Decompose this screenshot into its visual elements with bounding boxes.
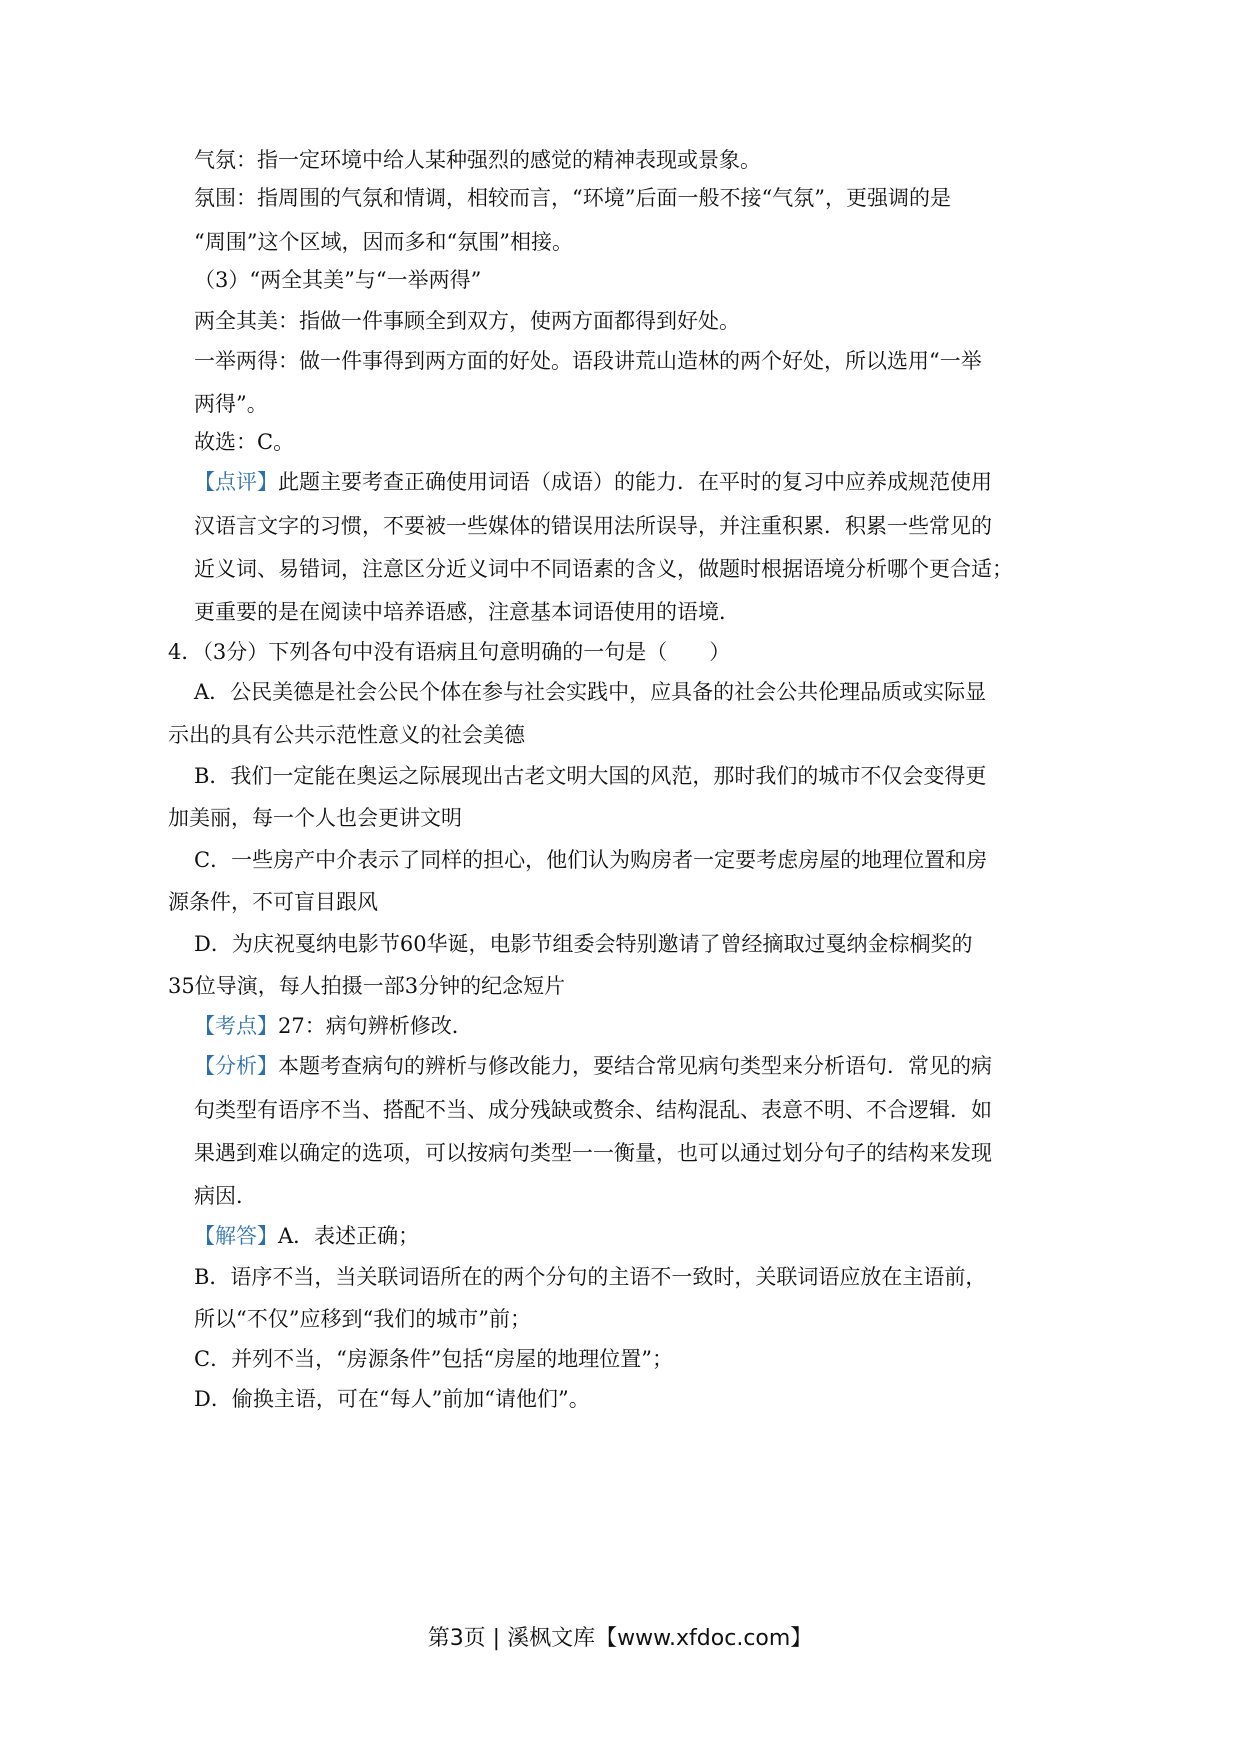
answer-tag: 【解答】 [194,1224,278,1248]
text-line: 两得”。 [194,392,268,416]
analysis-text: 本题考查病句的辨析与修改能力，要结合常见病句类型来分析语句．常见的病 [278,1054,992,1078]
option-a: A．公民美德是社会公民个体在参与社会实践中，应具备的社会公共伦理品质或实际显 [194,680,987,704]
text-line: 句类型有语序不当、搭配不当、成分残缺或赘余、结构混乱、表意不明、不合逻辑．如 [194,1098,992,1122]
text-line: 果遇到难以确定的选项，可以按病句类型一一衡量，也可以通过划分句子的结构来发现 [194,1141,992,1165]
review-text: 此题主要考查正确使用词语（成语）的能力．在平时的复习中应养成规范使用 [278,470,992,494]
text-line: （3）“两全其美”与“一举两得” [194,268,482,292]
text-line: 汉语言文字的习惯，不要被一些媒体的错误用法所误导，并注重积累．积累一些常见的 [194,514,992,538]
page-footer: 第3页 | 溪枫文库【www.xfdoc.com】 [427,1626,813,1651]
kaodian-text: 27：病句辨析修改． [278,1014,473,1038]
text-line: 近义词、易错词，注意区分近义词中不同语素的含义，做题时根据语境分析哪个更合适； [194,557,1013,581]
text-line: 病因． [194,1184,257,1208]
question-4: 4．（3分）下列各句中没有语病且句意明确的一句是（ ） [168,640,731,664]
text-line: 两全其美：指做一件事顾全到双方，使两方面都得到好处。 [194,309,740,333]
option-b: B．我们一定能在奥运之际展现出古老文明大国的风范，那时我们的城市不仅会变得更 [194,764,987,788]
answer-text: A．表述正确； [278,1224,420,1248]
text-line: C．并列不当，“房源条件”包括“房屋的地理位置”； [194,1347,674,1371]
kaodian-tag: 【考点】 [194,1014,278,1038]
review-tag: 【点评】 [194,470,278,494]
option-c-cont: 源条件，不可盲目跟风 [168,890,378,914]
option-c: C．一些房产中介表示了同样的担心，他们认为购房者一定要考虑房屋的地理位置和房 [194,848,988,872]
text-line: 氛围：指周围的气氛和情调，相较而言，“环境”后面一般不接“气氛”，更强调的是 [194,186,951,210]
text-line: 故选：C。 [194,430,295,454]
review-line [194,468,992,496]
text-line: 所以“不仅”应移到“我们的城市”前； [194,1307,531,1331]
option-b-cont: 加美丽，每一个人也会更讲文明 [168,806,462,830]
kaodian-line [194,1012,473,1040]
analysis-tag: 【分析】 [194,1054,278,1078]
text-line: 一举两得：做一件事得到两方面的好处。语段讲荒山造林的两个好处，所以选用“一举 [194,349,982,373]
text-line: “周围”这个区域，因而多和“氛围”相接。 [194,230,573,254]
text-line: 气氛：指一定环境中给人某种强烈的感觉的精神表现或景象。 [194,148,761,172]
analysis-line [194,1052,992,1080]
answer-line [194,1222,419,1250]
option-a-cont: 示出的具有公共示范性意义的社会美德 [168,723,525,747]
text-line: D．偷换主语，可在“每人”前加“请他们”。 [194,1387,590,1411]
text-line: 更重要的是在阅读中培养语感，注意基本词语使用的语境． [194,600,740,624]
option-d-cont: 35位导演，每人拍摄一部3分钟的纪念短片 [168,974,566,998]
text-line: B．语序不当，当关联词语所在的两个分句的主语不一致时，关联词语应放在主语前， [194,1265,987,1289]
option-d: D．为庆祝戛纳电影节60华诞，电影节组委会特别邀请了曾经摘取过戛纳金棕榈奖的 [194,932,973,956]
